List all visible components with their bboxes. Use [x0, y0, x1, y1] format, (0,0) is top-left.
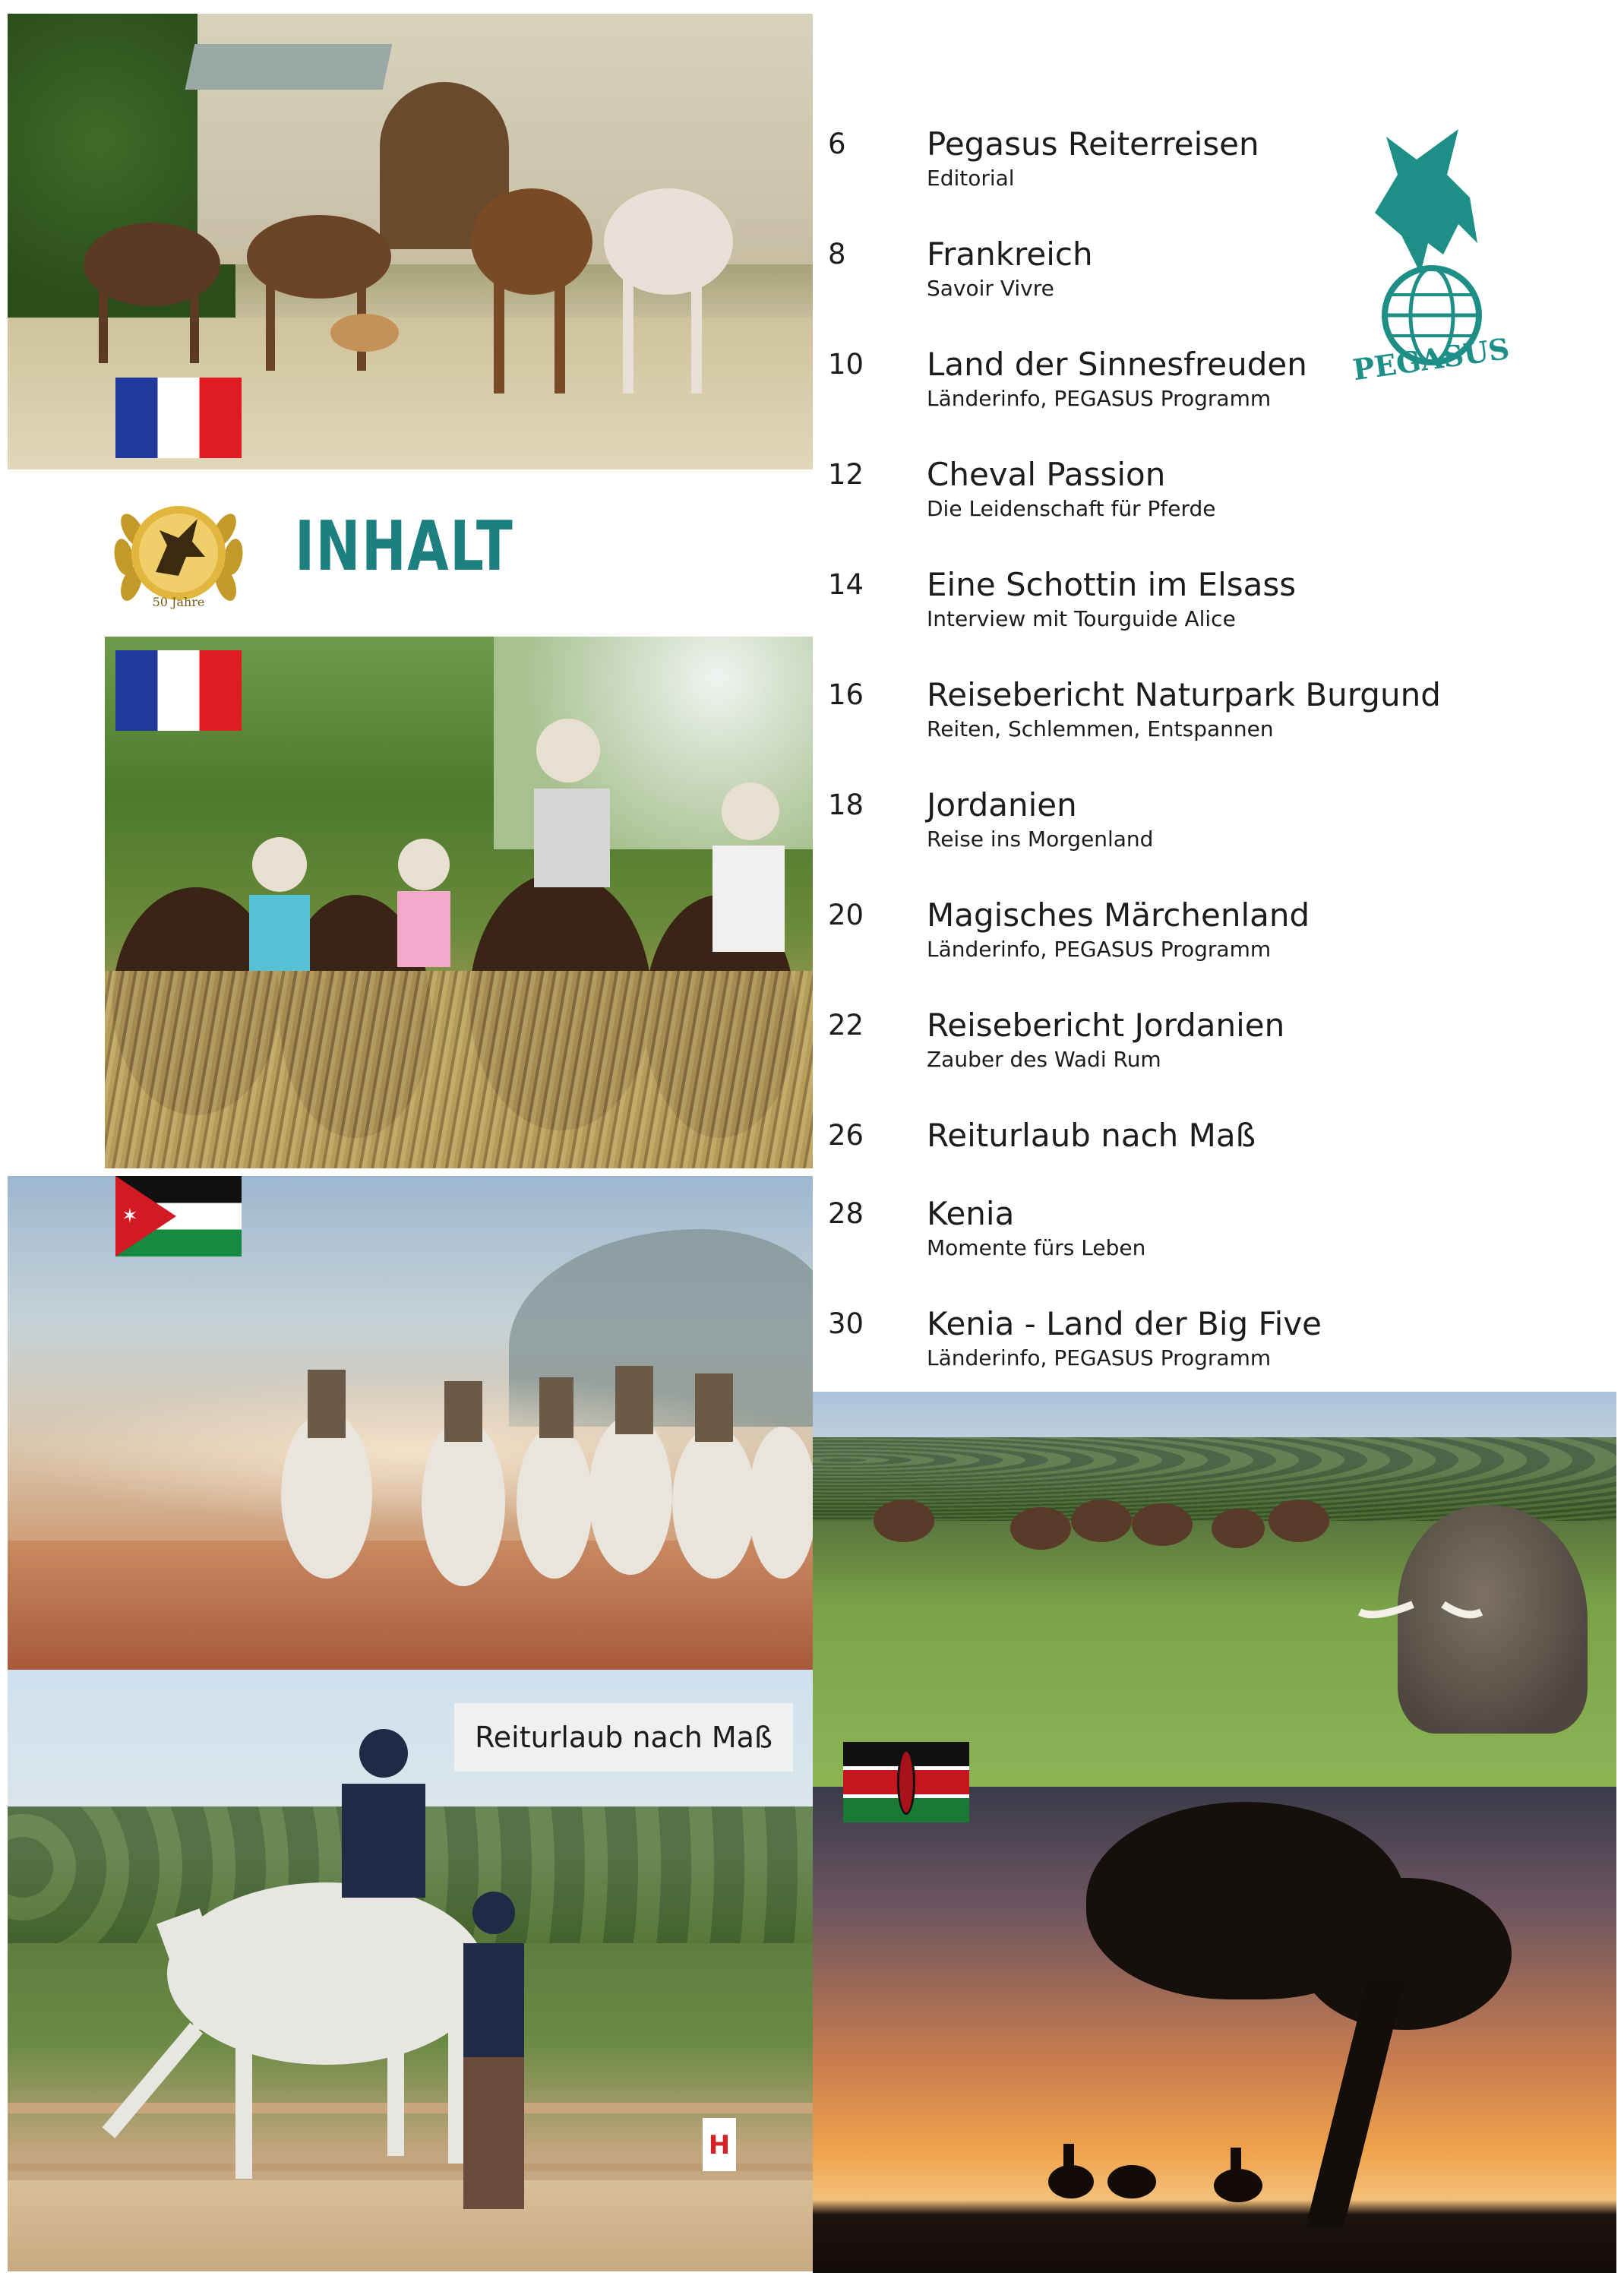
toc-subtitle: Interview mit Tourguide Alice — [927, 606, 1236, 631]
toc-page-number: 12 — [828, 458, 864, 491]
france-flag-icon — [115, 650, 242, 731]
toc-page-number: 14 — [828, 568, 864, 601]
toc-page-number: 26 — [828, 1119, 864, 1152]
france-flag-icon — [115, 378, 242, 458]
toc-subtitle: Zauber des Wadi Rum — [927, 1047, 1161, 1072]
photo-kenya-sunset-acacia — [813, 1787, 1616, 2273]
toc-title: Frankreich — [927, 235, 1093, 273]
toc-subtitle: Editorial — [927, 166, 1015, 191]
toc-subtitle: Länderinfo, PEGASUS Programm — [927, 386, 1272, 411]
kenya-flag-icon — [843, 1742, 969, 1822]
toc-page-number: 18 — [828, 789, 864, 821]
toc-subtitle: Reise ins Morgenland — [927, 827, 1154, 852]
toc-title: Cheval Passion — [927, 456, 1166, 493]
photo-kenya-safari-elephant — [813, 1392, 1616, 1787]
toc-title: Magisches Märchenland — [927, 896, 1310, 934]
toc-title: Kenia — [927, 1195, 1015, 1232]
toc-title: Jordanien — [927, 786, 1077, 823]
toc-page-number: 8 — [828, 238, 846, 270]
svg-text:H: H — [708, 2130, 731, 2160]
toc-title: Reisebericht Jordanien — [927, 1007, 1285, 1044]
toc-subtitle: Savoir Vivre — [927, 276, 1054, 301]
toc-subtitle: Reiten, Schlemmen, Entspannen — [927, 716, 1274, 741]
page-title: INHALT — [295, 507, 514, 586]
toc-title: Pegasus Reiterreisen — [927, 125, 1259, 163]
emblem-text: 50 Jahre — [152, 595, 205, 609]
toc-title: Land der Sinnesfreuden — [927, 346, 1307, 383]
toc-page-number: 6 — [828, 128, 846, 160]
toc-subtitle: Länderinfo, PEGASUS Programm — [927, 1345, 1272, 1370]
jordan-flag-icon: ✶ — [115, 1176, 242, 1256]
pegasus-laurel-emblem-icon — [103, 485, 254, 621]
pegasus-globe-logo-icon — [1344, 122, 1519, 380]
toc-title: Eine Schottin im Elsass — [927, 566, 1297, 603]
toc-page-number: 30 — [828, 1307, 864, 1340]
logo-text: PEGASUS — [1351, 330, 1512, 380]
toc-page-number: 22 — [828, 1009, 864, 1042]
toc-page-number: 20 — [828, 899, 864, 931]
toc-page-number: 10 — [828, 348, 864, 381]
toc-subtitle: Momente fürs Leben — [927, 1235, 1146, 1260]
photo-caption-label: Reiturlaub nach Maß — [454, 1703, 793, 1772]
toc-title: Kenia - Land der Big Five — [927, 1305, 1322, 1342]
toc-page-number: 16 — [828, 678, 864, 711]
toc-title: Reiturlaub nach Maß — [927, 1117, 1256, 1154]
toc-title: Reisebericht Naturpark Burgund — [927, 676, 1441, 713]
toc-page-number: 28 — [828, 1197, 864, 1230]
toc-subtitle: Die Leidenschaft für Pferde — [927, 496, 1216, 521]
toc-subtitle: Länderinfo, PEGASUS Programm — [927, 937, 1272, 962]
